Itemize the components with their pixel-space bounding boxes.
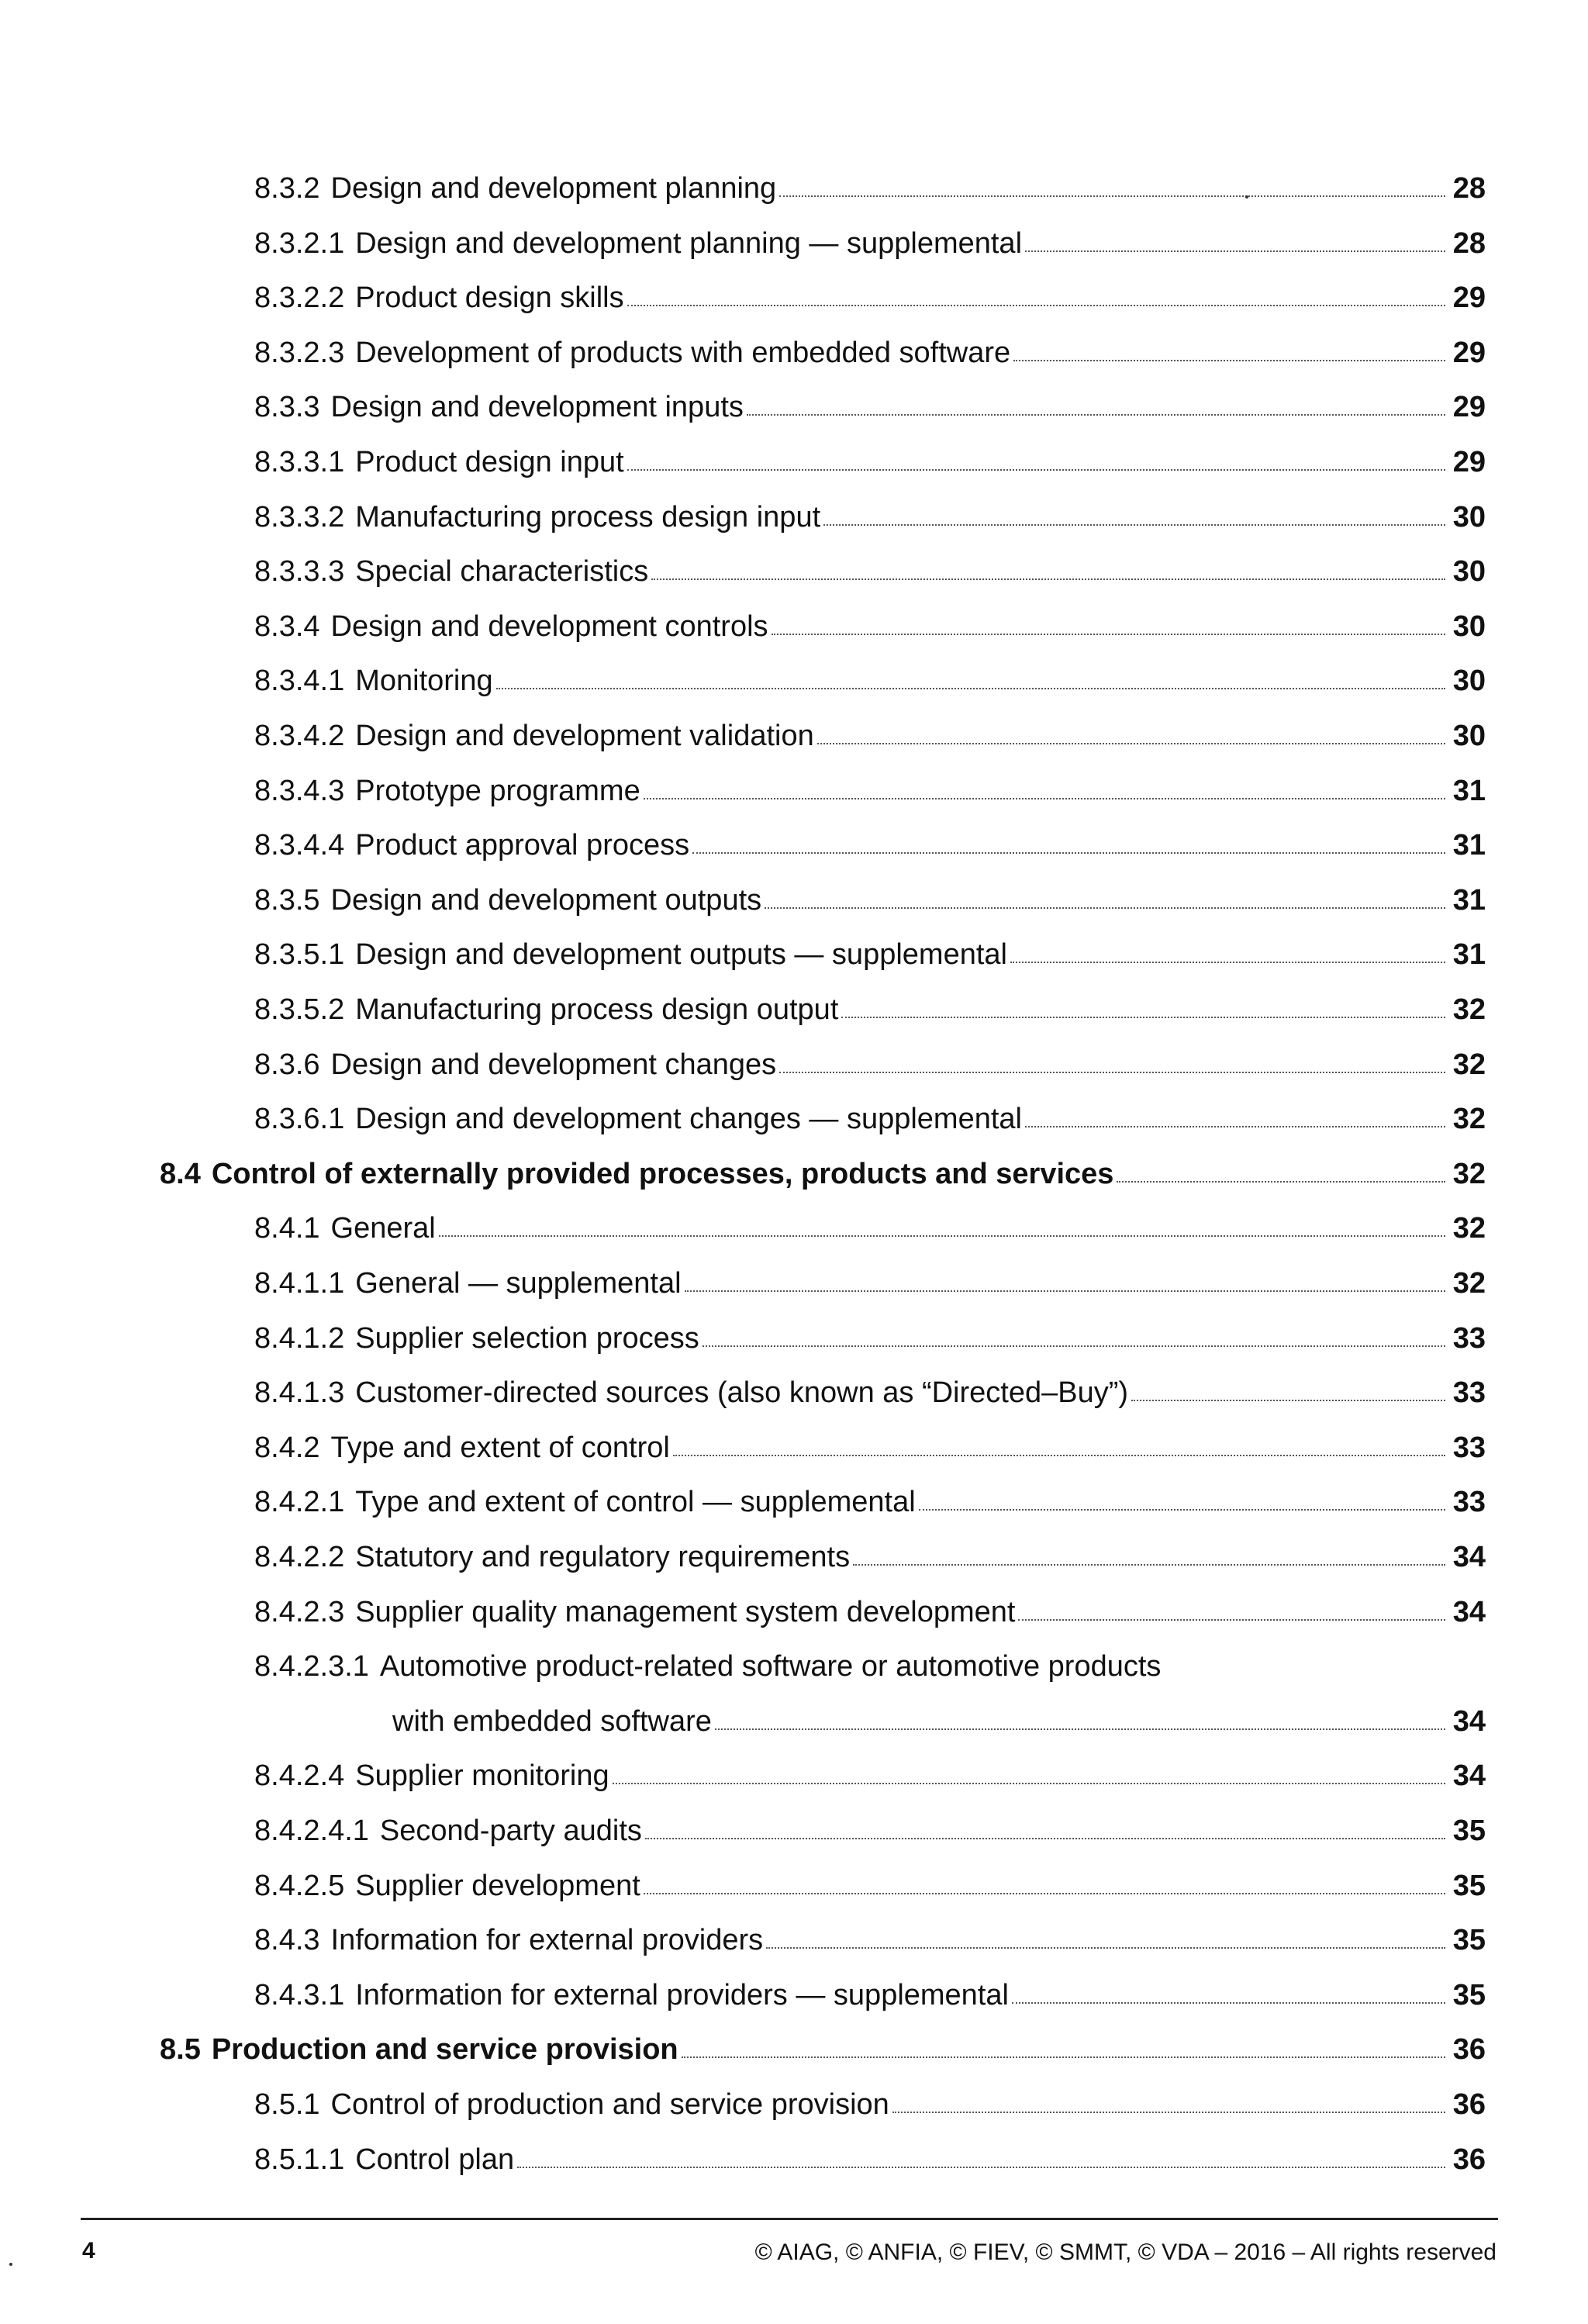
dot-leader (892, 2112, 1445, 2113)
toc-entry[interactable] (254, 430, 1486, 477)
toc-entry-title: Design and development changes (330, 1048, 777, 1081)
toc-entry-number: 8.5.1 (254, 2088, 320, 2121)
toc-entry-page: 28 (1452, 226, 1486, 260)
toc-entry-page: 34 (1452, 1541, 1486, 1573)
dot-leader (627, 469, 1445, 471)
toc-entry-page: 29 (1452, 281, 1486, 315)
toc-entry[interactable] (254, 540, 1486, 589)
toc-entry-page: 29 (1452, 446, 1486, 478)
toc-entry-number: 8.5 (160, 2033, 201, 2067)
copyright-notice: © AIAG, © ANFIA, © FIEV, © SMMT, © VDA – 2016 – All rights reserved (754, 2239, 1497, 2265)
toc-entry-title: Special characteristics (355, 555, 649, 589)
dot-leader (1012, 2002, 1445, 2004)
dot-leader (496, 688, 1445, 689)
toc-entry-title: Production and service provision (211, 2033, 678, 2067)
toc-entry-number: 8.3.3.3 (254, 555, 345, 589)
toc-entry-number: 8.3.4.1 (254, 665, 345, 698)
dot-leader (919, 1509, 1445, 1511)
dot-leader (627, 305, 1445, 306)
dot-leader (692, 852, 1445, 854)
toc-entry[interactable] (254, 1252, 1486, 1298)
toc-entry-page: 30 (1452, 720, 1486, 752)
toc-entry-title: Automotive product-related software or automotive products (379, 1650, 1162, 1683)
toc-entry-page: 30 (1452, 500, 1486, 534)
toc-entry-number: 8.3.4.3 (254, 774, 345, 807)
toc-entry-title: Information for external providers (330, 1924, 764, 1957)
dot-leader (779, 1072, 1445, 1073)
toc-entry[interactable] (160, 1142, 1486, 1189)
toc-entry-number: 8.3.4 (254, 609, 320, 643)
dot-leader (715, 1728, 1445, 1730)
toc-entry-page: 35 (1452, 1924, 1486, 1957)
toc-entry-title: Design and development validation (355, 720, 814, 752)
toc-entry-title: Control plan (355, 2143, 515, 2176)
toc-entry-number: 8.3.4.2 (254, 720, 345, 752)
toc-entry-title: Statutory and regulatory requirements (355, 1541, 851, 1573)
toc-entry-title: Type and extent of control — supplemental (355, 1486, 916, 1519)
toc-entry-page: 32 (1452, 1048, 1486, 1081)
toc-entry-title: Design and development planning — supplemental (355, 226, 1023, 260)
toc-entry[interactable] (254, 485, 1486, 532)
toc-entry-number: 8.3.3.1 (254, 446, 345, 478)
toc-entry-number: 8.3.2 (254, 172, 320, 205)
dot-leader (685, 1290, 1445, 1292)
toc-entry-page: 34 (1452, 1759, 1486, 1793)
toc-entry[interactable] (254, 1744, 1486, 1793)
dot-leader (1025, 1126, 1445, 1127)
toc-entry[interactable] (254, 157, 1486, 203)
footer-divider (81, 2218, 1498, 2220)
toc-entry-title: Information for external providers — supplemental (355, 1978, 1009, 2011)
toc-entry-number: 8.3.6 (254, 1048, 320, 1081)
dot-leader (817, 743, 1445, 744)
toc-entry-page: 31 (1452, 938, 1486, 972)
toc-entry-page: 35 (1452, 1815, 1486, 1847)
toc-entry-number: 8.3.5.2 (254, 993, 345, 1026)
dot-leader (1018, 1619, 1445, 1621)
toc-entry-title: General (330, 1212, 436, 1245)
dot-leader (1131, 1400, 1445, 1401)
toc-entry-title: Customer-directed sources (also known as “Directed–Buy”) (355, 1376, 1129, 1410)
dot-leader (772, 634, 1445, 635)
toc-entry-page: 28 (1452, 172, 1486, 205)
scan-speck (9, 2263, 12, 2266)
toc-entry[interactable] (254, 923, 1486, 972)
toc-entry-number: 8.3.6.1 (254, 1103, 345, 1136)
toc-entry-title: Second-party audits (379, 1815, 642, 1847)
toc-entry-title: Product approval process (355, 829, 690, 862)
toc-entry-title: Supplier development (355, 1869, 640, 1902)
toc-entry-page: 36 (1452, 2033, 1486, 2067)
dot-leader (1010, 962, 1445, 963)
dot-leader (779, 195, 1445, 197)
toc-entry-title: Design and development outputs — supplemental (355, 938, 1007, 972)
toc-entry-number: 8.3.2.1 (254, 226, 345, 260)
toc-entry-page: 36 (1452, 2143, 1486, 2176)
toc-entry-number: 8.3.5.1 (254, 938, 345, 972)
toc-entry[interactable] (254, 649, 1486, 696)
toc-entry-number: 8.5.1.1 (254, 2143, 345, 2176)
toc-entry-title: Design and development changes — supplemental (355, 1103, 1022, 1136)
dot-leader (517, 2167, 1445, 2168)
toc-entry-title: Product design input (355, 446, 624, 478)
toc-entry-number: 8.4.3 (254, 1924, 320, 1957)
toc-entry-number: 8.4.1.3 (254, 1376, 345, 1410)
scan-speck (1245, 195, 1248, 199)
toc-entry[interactable] (254, 1908, 1486, 1955)
toc-entry-page: 33 (1452, 1321, 1486, 1355)
toc-entry[interactable] (254, 1197, 1486, 1243)
toc-entry-number: 8.4.2.3 (254, 1595, 345, 1628)
toc-entry-number: 8.4.1 (254, 1212, 320, 1245)
toc-entry-title: with embedded software (392, 1704, 712, 1738)
toc-entry-number: 8.3.3 (254, 391, 320, 424)
toc-entry[interactable] (254, 1963, 1486, 2010)
dot-leader (841, 1017, 1445, 1018)
dot-leader (645, 1838, 1445, 1839)
toc-entry-number: 8.4.2.5 (254, 1869, 345, 1902)
toc-entry[interactable] (254, 978, 1486, 1024)
toc-entry[interactable] (254, 1033, 1486, 1079)
page-number: 4 (82, 2238, 95, 2264)
dot-leader (439, 1235, 1445, 1237)
dot-leader (823, 524, 1445, 526)
toc-entry-page: 31 (1452, 774, 1486, 807)
toc-entry[interactable] (254, 266, 1486, 313)
toc-entry[interactable] (254, 595, 1486, 641)
toc-entry[interactable] (392, 1690, 1486, 1736)
toc-entry-page: 32 (1452, 1157, 1486, 1190)
toc-entry[interactable] (254, 321, 1486, 368)
dot-leader (644, 1893, 1445, 1894)
toc-entry-page: 32 (1452, 993, 1486, 1026)
toc-entry-title: Manufacturing process design input (355, 500, 821, 534)
toc-entry[interactable] (254, 704, 1486, 751)
toc-entry-page: 34 (1452, 1704, 1486, 1738)
toc-entry-number: 8.4.2.4.1 (254, 1815, 369, 1847)
toc-entry-page: 30 (1452, 609, 1486, 643)
toc-entry-title: Control of production and service provision (330, 2088, 889, 2121)
toc-entry-page: 31 (1452, 829, 1486, 862)
toc-entry-title: General — supplemental (355, 1267, 682, 1300)
toc-entry-number: 8.3.4.4 (254, 829, 345, 862)
toc-entry[interactable] (254, 1854, 1486, 1901)
toc-entry-page: 33 (1452, 1486, 1486, 1519)
toc-entry[interactable] (254, 813, 1486, 860)
toc-entry-page: 30 (1452, 555, 1486, 589)
toc-entry-title: Product design skills (355, 281, 624, 315)
toc-entry-number: 8.4.3.1 (254, 1978, 345, 2011)
toc-entry-page: 33 (1452, 1376, 1486, 1410)
toc-entry-title: Prototype programme (355, 774, 640, 807)
toc-entry-page: 32 (1452, 1267, 1486, 1300)
toc-entry-number: 8.4.2.1 (254, 1486, 345, 1519)
toc-entry-page: 33 (1452, 1431, 1486, 1464)
toc-entry[interactable] (254, 868, 1486, 915)
toc-entry-number: 8.4.2 (254, 1431, 320, 1464)
toc-entry[interactable] (254, 1307, 1486, 1353)
toc-entry-page: 34 (1452, 1595, 1486, 1628)
toc-entry[interactable] (254, 1635, 1486, 1681)
toc-entry-page: 30 (1452, 665, 1486, 698)
toc-entry-number: 8.4.1.1 (254, 1267, 345, 1300)
toc-entry[interactable] (254, 1361, 1486, 1410)
toc-entry-page: 29 (1452, 336, 1486, 369)
toc-entry-page: 35 (1452, 1978, 1486, 2011)
dot-leader (644, 798, 1445, 799)
toc-entry-title: Design and development controls (330, 609, 768, 643)
toc-entry-number: 8.3.2.3 (254, 336, 345, 369)
toc-entry-page: 32 (1452, 1212, 1486, 1245)
toc-entry[interactable] (254, 1580, 1486, 1627)
toc-entry-page: 31 (1452, 883, 1486, 917)
dot-leader (766, 1947, 1445, 1949)
toc-entry-number: 8.4.1.2 (254, 1321, 345, 1355)
toc-entry[interactable] (254, 1470, 1486, 1517)
toc-entry[interactable] (254, 1799, 1486, 1846)
toc-entry-number: 8.4.2.2 (254, 1541, 345, 1573)
toc-entry-title: Design and development planning (330, 172, 777, 205)
toc-entry-page: 35 (1452, 1869, 1486, 1902)
toc-entry[interactable] (254, 2128, 1486, 2174)
toc-entry[interactable] (254, 1087, 1486, 1134)
toc-entry-number: 8.4.2.3.1 (254, 1650, 369, 1683)
toc-entry-number: 8.3.3.2 (254, 500, 345, 534)
dot-leader (1013, 360, 1445, 361)
dot-leader (853, 1564, 1445, 1566)
toc-entry-page: 29 (1452, 391, 1486, 424)
dot-leader (765, 907, 1445, 909)
toc-entry-title: Supplier quality management system development (355, 1595, 1016, 1628)
toc-entry-number: 8.4 (160, 1157, 201, 1190)
dot-leader (651, 578, 1445, 580)
toc-entry[interactable] (254, 375, 1486, 422)
toc-entry-title: Type and extent of control (330, 1431, 670, 1464)
toc-entry[interactable] (254, 1416, 1486, 1462)
toc-entry-title: Development of products with embedded software (355, 336, 1011, 369)
toc-entry-title: Supplier monitoring (355, 1759, 609, 1793)
toc-entry-title: Design and development inputs (330, 391, 744, 424)
dot-leader (1117, 1181, 1445, 1183)
toc-entry-title: Supplier selection process (355, 1321, 699, 1355)
dot-leader (1025, 250, 1445, 252)
toc-entry-page: 32 (1452, 1103, 1486, 1136)
toc-entry-title: Manufacturing process design output (355, 993, 839, 1026)
toc-entry-number: 8.3.5 (254, 883, 320, 917)
dot-leader (747, 414, 1445, 416)
toc-entry[interactable] (254, 759, 1486, 806)
toc-entry-title: Control of externally provided processes, products and services (211, 1157, 1114, 1190)
dot-leader (703, 1345, 1445, 1347)
toc-entry[interactable] (254, 2073, 1486, 2119)
dot-leader (673, 1455, 1445, 1456)
toc-entry[interactable] (254, 212, 1486, 258)
toc-entry-page: 36 (1452, 2088, 1486, 2121)
toc-entry-title: Monitoring (355, 665, 493, 698)
dot-leader (613, 1783, 1445, 1784)
toc-entry[interactable] (160, 2018, 1486, 2067)
toc-entry-title: Design and development outputs (330, 883, 762, 917)
toc-entry[interactable] (254, 1525, 1486, 1572)
toc-entry-number: 8.3.2.2 (254, 281, 345, 315)
toc-entry-number: 8.4.2.4 (254, 1759, 345, 1793)
dot-leader (682, 2056, 1445, 2058)
